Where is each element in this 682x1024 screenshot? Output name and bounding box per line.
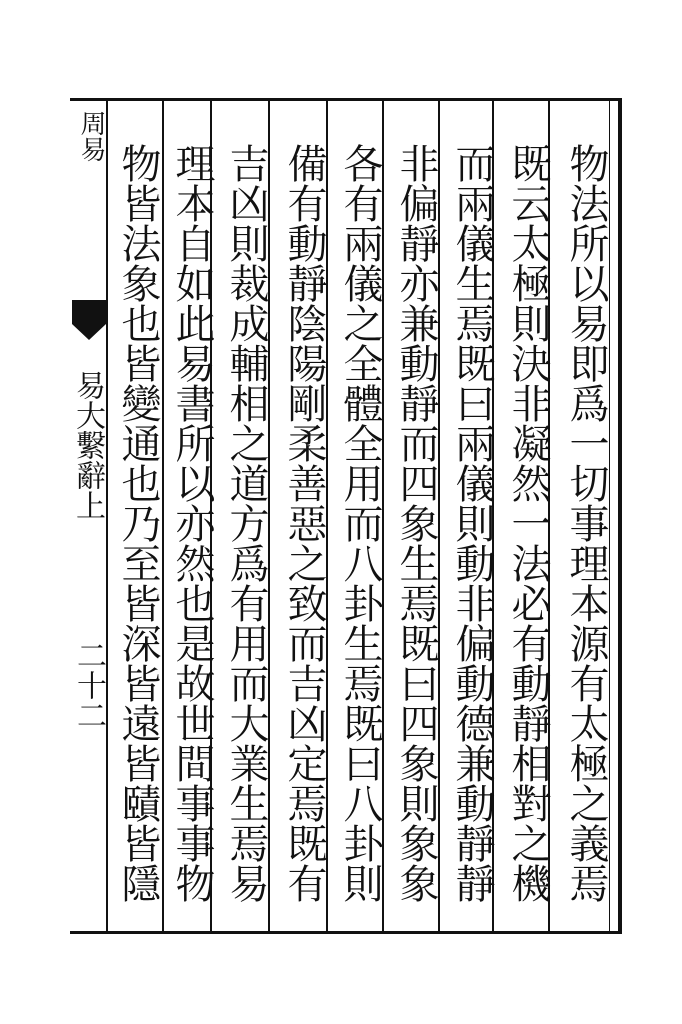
text-column-6: 備有動靜陰陽剛柔善惡之致而吉凶定焉既有 <box>281 143 327 903</box>
text-column-1: 物法所以易即爲一切事理本源有太極之義焉 <box>563 143 609 903</box>
page-number: 二十二 <box>71 640 106 730</box>
text-column-8: 理本自如此易書所以亦然也是故世間事事物 <box>169 143 215 903</box>
text-column-7: 吉凶則裁成輔相之道方爲有用而大業生焉易 <box>223 143 269 903</box>
text-column-3: 而兩儀生焉既曰兩儀則動非偏動德兼動靜靜 <box>449 143 495 903</box>
margin-title-text: 易大繫辭上 <box>70 370 105 520</box>
text-column-4: 非偏靜亦兼動靜而四象生焉既曰四象則象象 <box>393 143 439 903</box>
text-column-5: 各有兩儀之全體全用而八卦生焉既曰八卦則 <box>337 143 383 903</box>
margin-header-text: 周易 <box>76 110 106 162</box>
text-column-9: 物皆法象也皆變通也乃至皆深皆遠皆賾皆隱 <box>115 143 161 903</box>
text-column-2: 既云太極則決非凝然一法必有動靜相對之機 <box>505 143 551 903</box>
